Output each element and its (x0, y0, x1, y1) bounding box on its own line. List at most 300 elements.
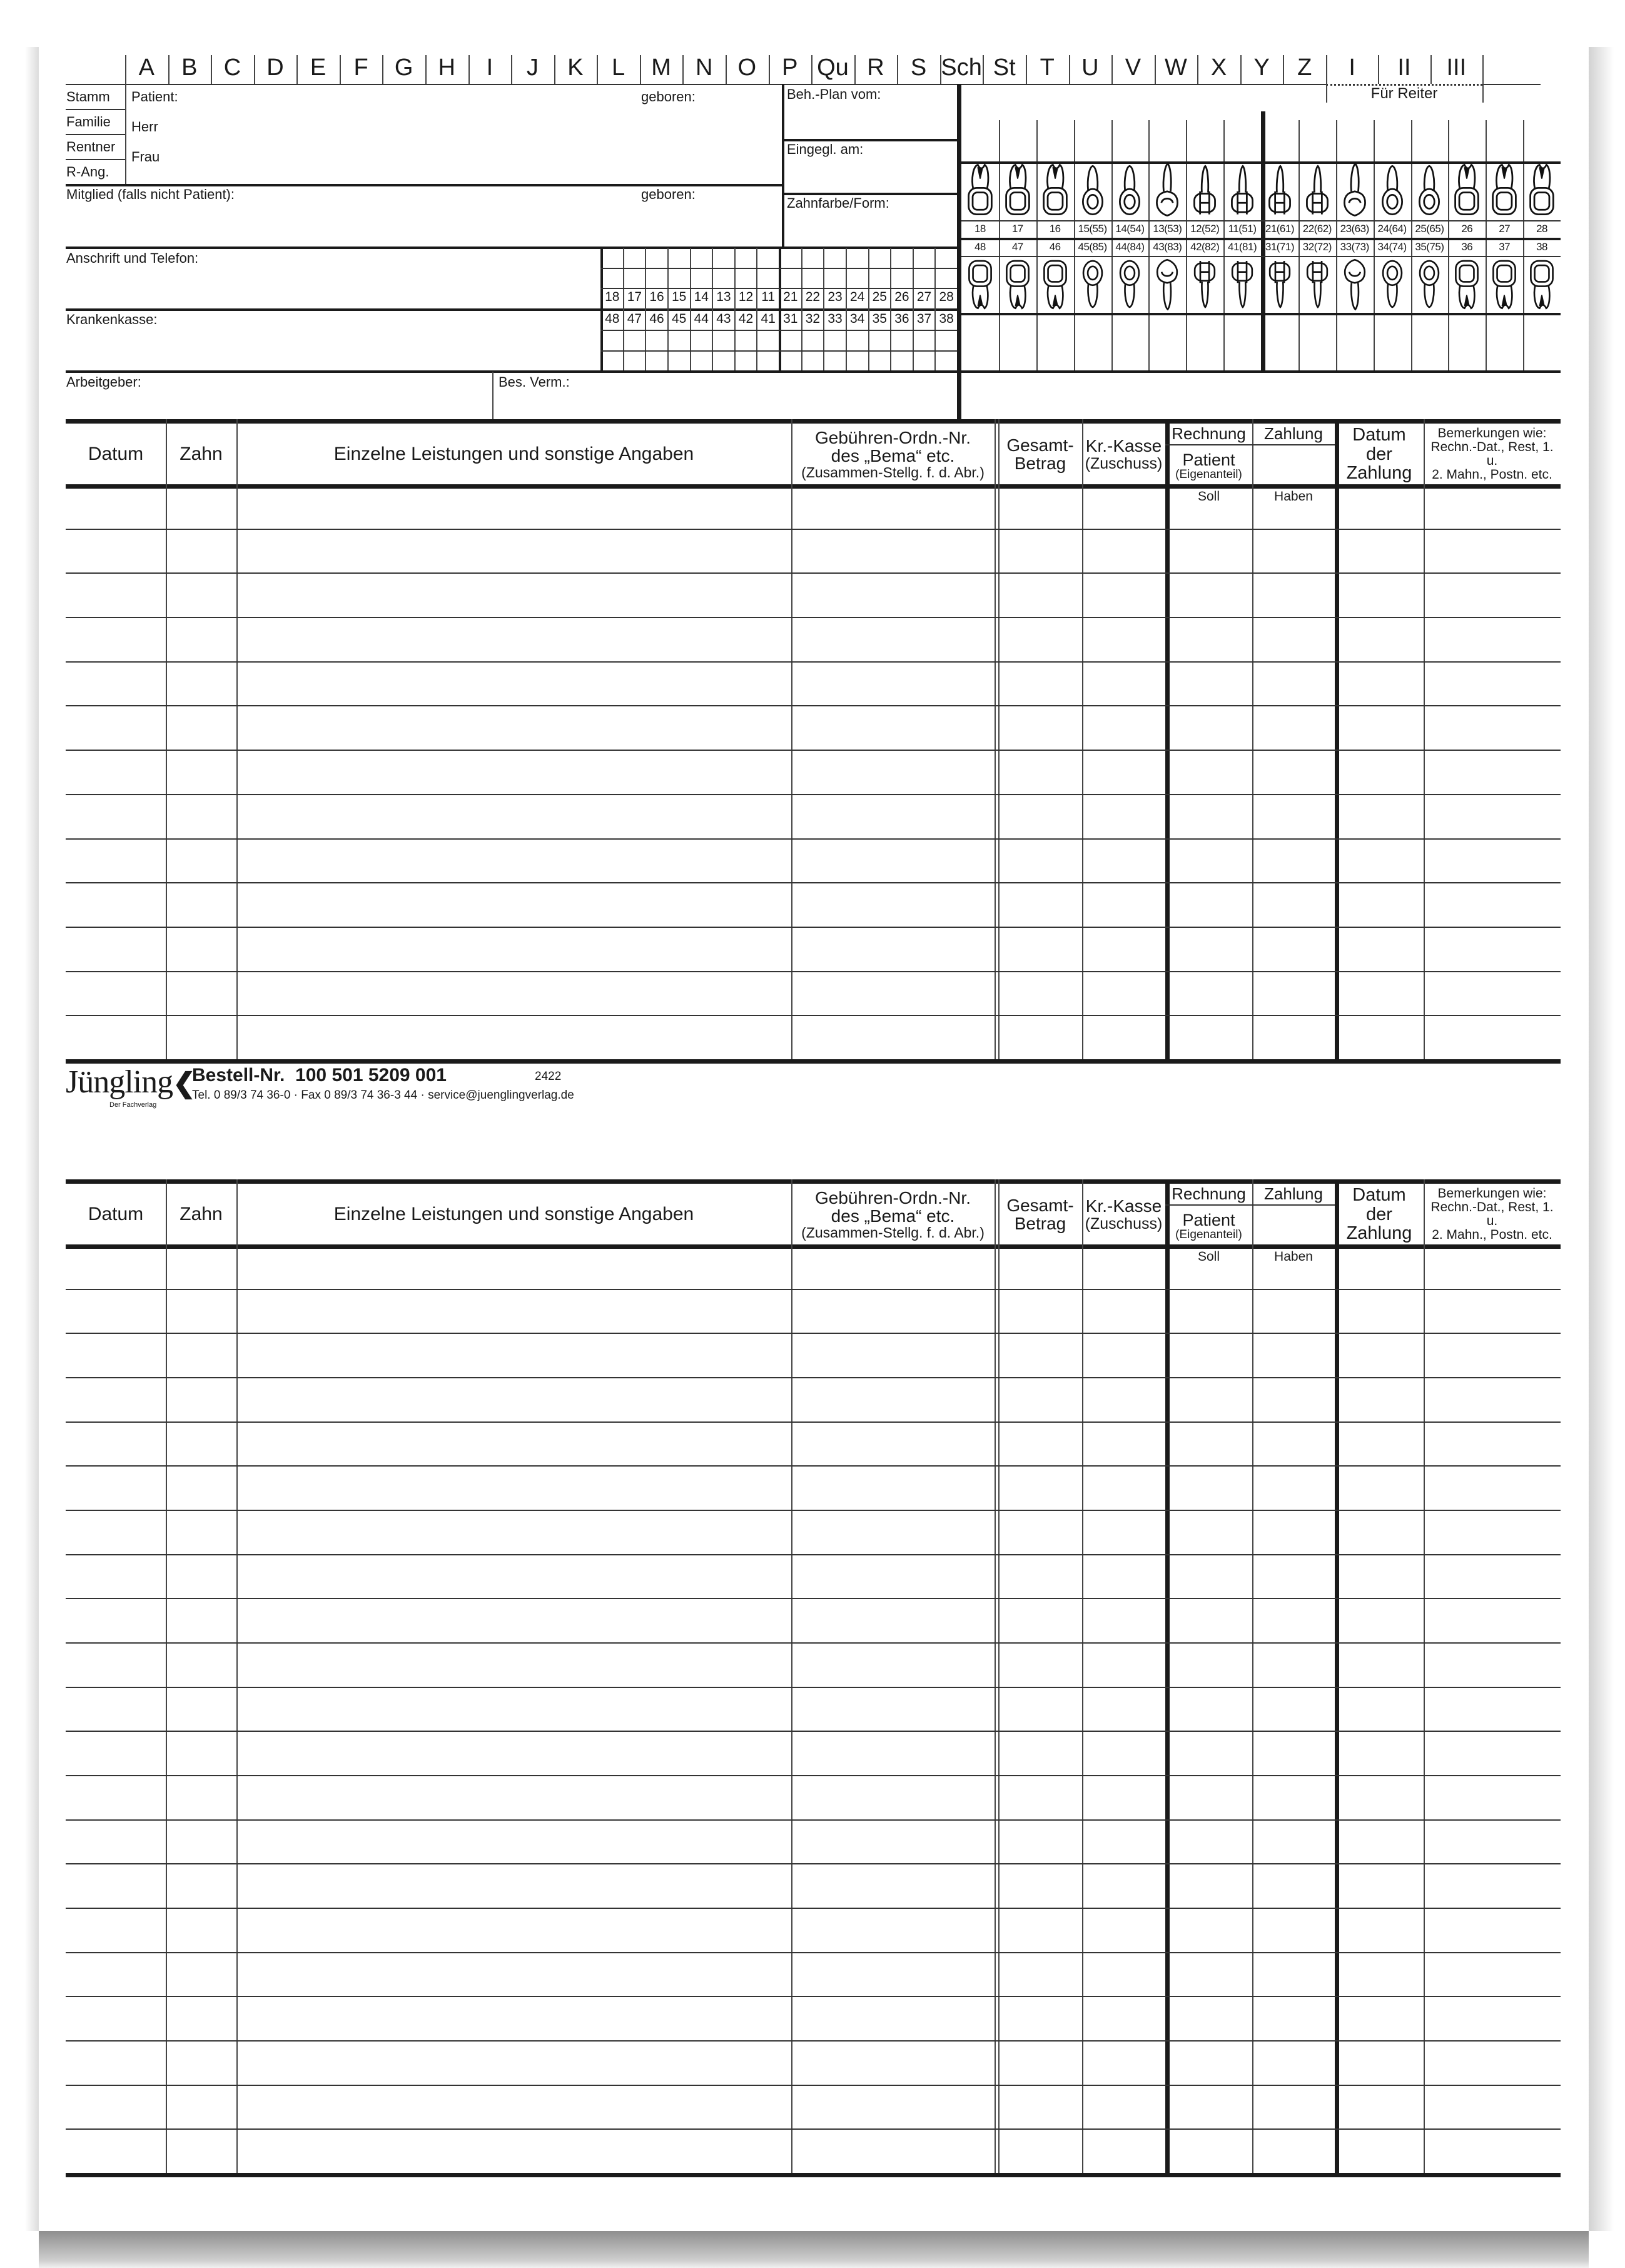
header-patient-text: (Eigenanteil) (1175, 1228, 1242, 1242)
divider (66, 1819, 1561, 1821)
grid-tooth-38[interactable]: 38 (939, 312, 954, 326)
header-fee-schedule-text: (Zusammen-Stellg. f. d. Abr.) (801, 464, 985, 481)
divider (66, 838, 1561, 840)
ledger-row[interactable] (66, 1514, 1561, 1554)
index-tab-b[interactable]: B (181, 54, 198, 81)
ledger-row[interactable] (66, 621, 1561, 661)
patient-birth-field[interactable] (701, 88, 776, 106)
divider (623, 248, 624, 370)
ledger-row[interactable] (66, 489, 1561, 528)
header-fee-schedule (791, 1184, 995, 1244)
grid-tooth-31[interactable]: 31 (783, 312, 798, 326)
header-date-text: Datum (88, 1204, 144, 1225)
header-services-text: Einzelne Leistungen und sonstige Angaben (333, 1204, 694, 1225)
grid-tooth-34[interactable]: 34 (850, 312, 865, 326)
header-patient (1165, 448, 1252, 484)
grid-tooth-47[interactable]: 47 (627, 312, 642, 326)
index-tab-f[interactable]: F (353, 54, 368, 81)
plan-date-field[interactable] (787, 103, 954, 138)
tooth-21-icon[interactable] (1262, 161, 1297, 220)
tooth-11-icon[interactable] (1225, 161, 1260, 220)
tooth-33-icon[interactable] (1337, 257, 1372, 313)
index-tab-roman-2[interactable]: II (1397, 54, 1411, 81)
logo-chevron-icon: ❮ (173, 1068, 196, 1099)
contact-line: Tel. 0 89/3 74 36-0 · Fax 0 89/3 74 36-3 44 · service@juenglingverlag.de (192, 1089, 574, 1102)
order-number: Bestell-Nr. 100 501 5209 001 (192, 1065, 447, 1086)
header-payment-date (1335, 1184, 1424, 1244)
index-tab-v[interactable]: V (1125, 54, 1142, 81)
tooth-46-icon[interactable] (1038, 257, 1073, 313)
tooth-25-icon[interactable] (1412, 161, 1447, 220)
header-payment-date-text: Datum (1352, 425, 1406, 445)
grid-tooth-33[interactable]: 33 (828, 312, 843, 326)
tab-caption: Für Reiter (1370, 85, 1438, 102)
index-tab-st[interactable]: St (993, 54, 1016, 81)
index-tab-l[interactable]: L (611, 54, 625, 81)
index-tab-k[interactable]: K (567, 54, 584, 81)
grid-tooth-45[interactable]: 45 (672, 312, 687, 326)
tooth-28-icon[interactable] (1524, 161, 1559, 220)
ledger-row[interactable] (66, 1956, 1561, 1996)
index-tab-sch[interactable]: Sch (941, 54, 982, 81)
insurance-field[interactable] (66, 330, 598, 368)
tooth-23-icon[interactable] (1337, 161, 1372, 220)
status-stamm[interactable]: Stamm (66, 89, 110, 104)
divider (868, 248, 869, 370)
ledger-row[interactable] (66, 709, 1561, 749)
header-payment-date-text: der (1366, 1204, 1392, 1224)
index-tab-a[interactable]: A (138, 54, 154, 81)
born-label: geboren: (641, 89, 696, 104)
divider (782, 84, 784, 248)
status-r-ang[interactable]: R-Ang. (66, 164, 109, 180)
grid-tooth-37[interactable]: 37 (916, 312, 932, 326)
ledger-row[interactable] (66, 1647, 1561, 1686)
index-tab-e[interactable]: E (310, 54, 327, 81)
ledger-row[interactable] (66, 577, 1561, 616)
patient-label: Patient: (131, 89, 178, 104)
header-invoice-text: Rechnung (1172, 1184, 1246, 1204)
header-remarks (1424, 1184, 1561, 1244)
member-label: Mitglied (falls nicht Patient): (66, 186, 235, 202)
header-tooth-text: Zahn (180, 444, 223, 465)
tooth-45-icon[interactable] (1075, 257, 1110, 313)
header-patient-text: (Eigenanteil) (1175, 468, 1242, 482)
header-total-text: Gesamt- (1006, 435, 1074, 455)
header-invoice-text: Rechnung (1172, 424, 1246, 444)
divider (690, 248, 691, 370)
tooth-48-icon[interactable] (963, 257, 998, 313)
divider (600, 350, 957, 352)
divider (1482, 84, 1484, 103)
tooth-47-icon[interactable] (1000, 257, 1035, 313)
divider (890, 248, 891, 370)
grid-tooth-23[interactable]: 23 (828, 290, 843, 304)
notes-label: Bes. Verm.: (499, 374, 570, 390)
header-payment-date (1335, 424, 1424, 484)
tooth-label-lower: 43(83) (1153, 241, 1182, 253)
tooth-label-lower: 46 (1049, 241, 1061, 253)
grid-tooth-26[interactable]: 26 (894, 290, 909, 304)
publisher-logo (66, 1064, 195, 1101)
header-invoice (1165, 1182, 1252, 1207)
paper-shadow-bottom (39, 2231, 1589, 2268)
grid-tooth-12[interactable]: 12 (738, 290, 754, 304)
tooth-32-icon[interactable] (1300, 257, 1335, 313)
divider (66, 1421, 1561, 1423)
divider (66, 971, 1561, 972)
divider (645, 248, 646, 370)
divider (66, 1775, 1561, 1776)
header-remarks (1424, 424, 1561, 484)
ledger-row[interactable] (66, 754, 1561, 793)
header-patient-text: Patient (1182, 450, 1235, 469)
header-patient (1165, 1208, 1252, 1244)
tooth-37-icon[interactable] (1487, 257, 1522, 313)
grid-tooth-16[interactable]: 16 (649, 290, 664, 304)
status-rentner[interactable]: Rentner (66, 139, 116, 155)
divider (823, 248, 824, 370)
grid-tooth-32[interactable]: 32 (805, 312, 821, 326)
ledger-row[interactable] (66, 1824, 1561, 1863)
divider (66, 1908, 1561, 1909)
tooth-label-lower: 44(84) (1115, 241, 1145, 253)
tooth-label-lower: 41(81) (1227, 241, 1257, 253)
header-invoice (1165, 422, 1252, 447)
shade-field[interactable] (787, 213, 954, 244)
divider (66, 882, 1561, 883)
header-insurance (1082, 1184, 1165, 1244)
grid-tooth-17[interactable]: 17 (627, 290, 642, 304)
ledger-row[interactable] (66, 2045, 1561, 2084)
ledger-row[interactable] (66, 2133, 1561, 2172)
header-insurance (1082, 424, 1165, 484)
index-tab-s[interactable]: S (910, 54, 927, 81)
tooth-label-upper: 27 (1499, 223, 1511, 235)
divider (66, 1510, 1561, 1511)
header-total-text: Betrag (1014, 1214, 1066, 1233)
credit-label: Haben (1274, 1249, 1313, 1264)
header-insurance-text: (Zuschuss) (1085, 1214, 1163, 1233)
ledger-row[interactable] (66, 887, 1561, 926)
divider (66, 1015, 1561, 1016)
debit-label: Soll (1197, 1249, 1220, 1264)
shade-label: Zahnfarbe/Form: (787, 195, 889, 211)
header-date (66, 1184, 166, 1244)
ledger-row[interactable] (66, 2089, 1561, 2128)
tooth-label-upper: 12(52) (1190, 223, 1220, 235)
tooth-13-icon[interactable] (1150, 161, 1185, 220)
divider (957, 84, 961, 422)
header-payment-text: Zahlung (1264, 1184, 1323, 1204)
header-fee-schedule-text: (Zusammen-Stellg. f. d. Abr.) (801, 1224, 985, 1241)
divider (66, 1642, 1561, 1644)
ledger-row[interactable] (66, 1249, 1561, 1288)
ledger-row[interactable] (66, 931, 1561, 970)
notes-field[interactable] (499, 393, 1556, 417)
form-code: 2422 (535, 1070, 562, 1083)
index-tab-i[interactable]: I (486, 54, 494, 81)
index-tab-t[interactable]: T (1040, 54, 1055, 81)
grid-tooth-28[interactable]: 28 (939, 290, 954, 304)
divider (66, 1554, 1561, 1555)
logo-text: Jüngling (66, 1064, 173, 1100)
divider (66, 705, 1561, 706)
index-tab-g[interactable]: G (394, 54, 413, 81)
tooth-label-upper: 18 (974, 223, 986, 235)
divider (66, 661, 1561, 663)
divider (779, 248, 781, 370)
index-tab-w[interactable]: W (1165, 54, 1187, 81)
divider (1482, 55, 1484, 84)
divider (66, 109, 125, 110)
tooth-12-icon[interactable] (1187, 161, 1222, 220)
ledger-row[interactable] (66, 1293, 1561, 1333)
logo-subtitle: Der Fachverlag (109, 1101, 157, 1109)
grid-tooth-48[interactable]: 48 (605, 312, 620, 326)
ledger-row[interactable] (66, 975, 1561, 1015)
header-fee-schedule (791, 424, 995, 484)
tooth-label-upper: 16 (1049, 223, 1061, 235)
divider (66, 1863, 1561, 1864)
insurance-label: Krankenkasse: (66, 312, 158, 327)
divider (66, 617, 1561, 618)
tooth-14-icon[interactable] (1113, 161, 1148, 220)
index-tab-u[interactable]: U (1081, 54, 1099, 81)
tooth-27-icon[interactable] (1487, 161, 1522, 220)
ledger-row[interactable] (66, 533, 1561, 572)
salutation-herr[interactable]: Herr (131, 119, 158, 135)
divider (66, 2085, 1561, 2086)
index-tab-d[interactable]: D (266, 54, 284, 81)
index-tab-roman-3[interactable]: III (1446, 54, 1467, 81)
index-tab-roman-1[interactable]: I (1349, 54, 1355, 81)
divider (66, 1059, 1561, 1064)
grid-tooth-43[interactable]: 43 (716, 312, 731, 326)
divider (712, 248, 713, 370)
header-payment-date-text: Zahlung (1346, 1223, 1412, 1244)
ledger-row[interactable] (66, 1019, 1561, 1059)
header-payment-date-text: Zahlung (1346, 463, 1412, 484)
ledger-row[interactable] (66, 1691, 1561, 1731)
ledger-row[interactable] (66, 1912, 1561, 1951)
salutation-frau[interactable]: Frau (131, 149, 160, 165)
tooth-label-lower: 38 (1536, 241, 1548, 253)
ledger-row[interactable] (66, 1470, 1561, 1509)
grid-tooth-41[interactable]: 41 (761, 312, 776, 326)
paper-shadow-right (1589, 47, 1614, 2231)
tooth-43-icon[interactable] (1150, 257, 1185, 313)
divider (66, 1289, 1561, 1290)
divider (66, 2040, 1561, 2042)
grid-tooth-35[interactable]: 35 (872, 312, 887, 326)
grid-tooth-27[interactable]: 27 (916, 290, 932, 304)
header-services (236, 1184, 791, 1244)
header-payment (1252, 422, 1335, 447)
header-date (66, 424, 166, 484)
divider (66, 927, 1561, 928)
address-field[interactable] (66, 269, 598, 307)
tooth-31-icon[interactable] (1262, 257, 1297, 313)
divider (66, 247, 961, 249)
index-tab-j[interactable]: J (526, 54, 539, 81)
divider (66, 1465, 1561, 1467)
plan-label: Beh.-Plan vom: (787, 86, 881, 102)
header-total-text: Gesamt- (1006, 1195, 1074, 1215)
grid-tooth-13[interactable]: 13 (716, 290, 731, 304)
index-tab-r[interactable]: R (867, 54, 884, 81)
header-payment-text: Zahlung (1264, 424, 1323, 444)
divider (66, 84, 1326, 85)
grid-tooth-44[interactable]: 44 (694, 312, 709, 326)
ledger-row[interactable] (66, 2000, 1561, 2040)
ledger-row[interactable] (66, 1868, 1561, 1907)
header-services-text: Einzelne Leistungen und sonstige Angaben (333, 444, 694, 465)
ledger-row[interactable] (66, 1602, 1561, 1642)
header-fee-schedule-text: Gebühren-Ordn.-Nr. (815, 1187, 971, 1208)
header-remarks-text: Rechn.-Dat., Rest, 1. u. (1430, 1199, 1554, 1228)
tooth-41-icon[interactable] (1225, 257, 1260, 313)
credit-label: Haben (1274, 489, 1313, 504)
tooth-label-lower: 37 (1499, 241, 1511, 253)
index-tab-y[interactable]: Y (1253, 54, 1270, 81)
divider (66, 1333, 1561, 1334)
header-remarks-text: Bemerkungen wie: (1437, 425, 1547, 440)
ledger-row[interactable] (66, 1381, 1561, 1421)
divider (667, 248, 669, 370)
header-payment-date-text: der (1366, 444, 1392, 464)
index-tab-x[interactable]: X (1210, 54, 1227, 81)
tooth-22-icon[interactable] (1300, 161, 1335, 220)
employer-field[interactable] (66, 393, 485, 417)
divider (66, 1952, 1561, 1953)
grid-tooth-22[interactable]: 22 (805, 290, 821, 304)
index-tab-qu[interactable]: Qu (817, 54, 849, 81)
grid-tooth-14[interactable]: 14 (694, 290, 709, 304)
divider (756, 248, 757, 370)
tooth-label-upper: 15(55) (1078, 223, 1107, 235)
patient-name-field[interactable] (250, 88, 625, 106)
tooth-label-lower: 45(85) (1078, 241, 1107, 253)
index-tab-c[interactable]: C (223, 54, 241, 81)
tooth-44-icon[interactable] (1113, 257, 1148, 313)
tooth-label-lower: 42(82) (1190, 241, 1220, 253)
index-tab-n[interactable]: N (695, 54, 713, 81)
header-total-text: Betrag (1014, 454, 1066, 473)
tooth-42-icon[interactable] (1187, 257, 1222, 313)
divider (600, 248, 603, 370)
divider (66, 1377, 1561, 1378)
divider (66, 370, 1561, 373)
grid-tooth-46[interactable]: 46 (649, 312, 664, 326)
tooth-label-lower: 35(75) (1415, 241, 1444, 253)
ledger-row[interactable] (66, 666, 1561, 705)
employer-label: Arbeitgeber: (66, 374, 141, 390)
member-name-field[interactable] (263, 188, 632, 238)
tooth-18-icon[interactable] (963, 161, 998, 220)
ledger-row[interactable] (66, 1559, 1561, 1598)
divider (913, 248, 914, 370)
header-services (236, 424, 791, 484)
header-tooth-text: Zahn (180, 1204, 223, 1225)
status-familie[interactable]: Familie (66, 114, 111, 130)
ledger-row[interactable] (66, 1735, 1561, 1774)
divider (1482, 84, 1541, 85)
tooth-38-icon[interactable] (1524, 257, 1559, 313)
header-fee-schedule-text: des „Bema“ etc. (831, 445, 955, 465)
ledger-row[interactable] (66, 798, 1561, 838)
header-insurance-text: Kr.-Kasse (1085, 436, 1162, 456)
tooth-34-icon[interactable] (1375, 257, 1410, 313)
grid-tooth-21[interactable]: 21 (783, 290, 798, 304)
index-tab-h[interactable]: H (438, 54, 455, 81)
grid-tooth-24[interactable]: 24 (850, 290, 865, 304)
inserted-date-field[interactable] (787, 159, 954, 191)
index-tab-p[interactable]: P (782, 54, 798, 81)
tooth-label-upper: 14(54) (1115, 223, 1145, 235)
divider (600, 268, 957, 269)
tooth-label-upper: 13(53) (1153, 223, 1182, 235)
tooth-35-icon[interactable] (1412, 257, 1447, 313)
ledger-row[interactable] (66, 1779, 1561, 1819)
divider (66, 2128, 1561, 2130)
divider (66, 308, 961, 311)
index-tab-o[interactable]: O (737, 54, 757, 81)
grid-tooth-42[interactable]: 42 (738, 312, 754, 326)
tooth-label-lower: 32(72) (1302, 241, 1332, 253)
divider (66, 1996, 1561, 1997)
header-insurance-text: Kr.-Kasse (1085, 1196, 1162, 1216)
divider (934, 248, 936, 370)
tooth-label-upper: 28 (1536, 223, 1548, 235)
divider (846, 248, 847, 370)
divider (66, 1598, 1561, 1599)
divider (600, 330, 957, 331)
header-tooth (166, 424, 236, 484)
ledger-row[interactable] (66, 1337, 1561, 1376)
index-tab-z[interactable]: Z (1297, 54, 1312, 81)
divider (66, 1687, 1561, 1688)
tooth-36-icon[interactable] (1449, 257, 1484, 313)
grid-tooth-15[interactable]: 15 (672, 290, 687, 304)
grid-tooth-18[interactable]: 18 (605, 290, 620, 304)
paper-shadow-left (25, 47, 39, 2231)
index-tab-m[interactable]: M (651, 54, 671, 81)
tooth-label-upper: 11(51) (1228, 223, 1257, 235)
header-payment (1252, 1182, 1335, 1207)
grid-tooth-36[interactable]: 36 (894, 312, 909, 326)
ledger-row[interactable] (66, 843, 1561, 882)
divider (66, 529, 1561, 530)
tooth-24-icon[interactable] (1375, 161, 1410, 220)
header-tooth (166, 1184, 236, 1244)
header-patient-text: Patient (1182, 1210, 1235, 1229)
grid-tooth-25[interactable]: 25 (872, 290, 887, 304)
tooth-label-upper: 22(62) (1302, 223, 1332, 235)
tooth-label-lower: 48 (974, 241, 986, 253)
header-fee-schedule-text: Gebühren-Ordn.-Nr. (815, 427, 971, 447)
tooth-15-icon[interactable] (1075, 161, 1110, 220)
grid-tooth-11[interactable]: 11 (761, 290, 776, 304)
tooth-26-icon[interactable] (1449, 161, 1484, 220)
tooth-label-upper: 17 (1011, 223, 1023, 235)
tooth-17-icon[interactable] (1000, 161, 1035, 220)
tooth-16-icon[interactable] (1038, 161, 1073, 220)
address-label: Anschrift und Telefon: (66, 250, 199, 266)
divider (125, 84, 126, 186)
divider (66, 750, 1561, 751)
ledger-row[interactable] (66, 1426, 1561, 1465)
